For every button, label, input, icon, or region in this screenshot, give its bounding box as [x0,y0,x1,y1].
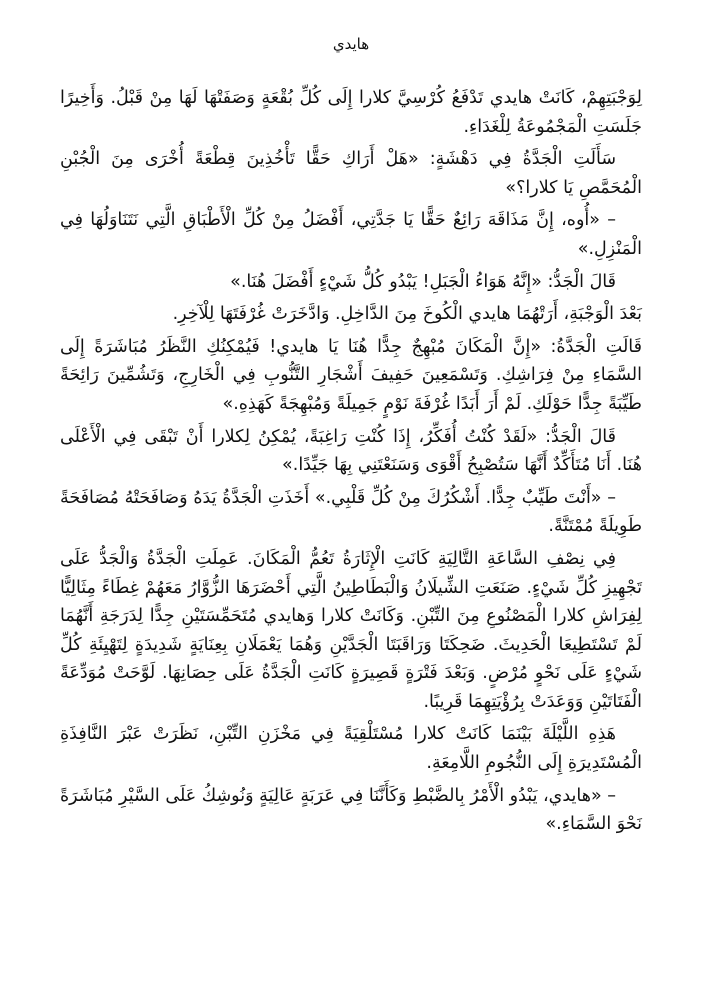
paragraph: قَالَ الْجَدُّ: «لَقَدْ كُنْتُ أُفَكِّرُ، إِذَا كُنْتِ رَاغِبَةً، يُمْكِنُ لِكلارا أَنْ تَبْقَى فِي الْأَعْلَى هُنَا. أَنَا مُتَأَكِّدٌ أَنَّهَا سَتُصْبِحُ أَقْوَى وَسَنَعْتَنِي بِهَا جَيِّدًا.» [60,426,642,476]
paragraph: قَالَتِ الْجَدَّةُ: «إِنَّ الْمَكَانَ مُبْهِجٌ جِدًّا هُنَا يَا هايدي! فَيُمْكِنُكِ النَّظَرُ مُبَاشَرَةً إِلَى السَّمَاءِ مِنْ فِرَاشِكِ. وَتَسْمَعِينَ حَفِيفَ أَشْجَارِ التَّنُّوبِ فِي الْخَارِجِ، وَتَشُمِّينَ رَائِحَةً طَيِّبَةً جِدًّا حَوْلَكِ. لَمْ أَرَ أَبَدًا غُرْفَةَ نَوْمٍ جَمِيلَةً وَمُبْهِجَةً كَهَذِهِ.» [60,336,642,414]
paragraph: قَالَ الْجَدُّ: «إِنَّهُ هَوَاءُ الْجَبَلِ! يَبْدُو كُلُّ شَيْءٍ أَفْضَلَ هُنَا.» [230,271,616,292]
paragraph: بَعْدَ الْوَجْبَةِ، أَرَتْهُمَا هايدي الْكُوخَ مِنَ الدَّاخِلِ. وَادَّخَرَتْ غُرْفَتَهَا لِلْآخِرِ. [172,304,642,325]
paragraph: – «أَنْتَ طَيِّبٌ جِدًّا. أَشْكُرُكَ مِنْ كُلِّ قَلْبِي.» أَخَذَتِ الْجَدَّةُ يَدَهُ وَصَافَحَتْهُ مُصَافَحَةً طَوِيلَةً مُمْتَنَّةً. [60,487,642,537]
page-title: هايدي [332,35,370,53]
paragraph: سَأَلَتِ الْجَدَّةُ فِي دَهْشَةٍ: «هَلْ أَرَاكِ حَقًّا تَأْخُذِينَ قِطْعَةً أُخْرَى مِنَ الْجُبْنِ الْمُحَمَّصِ يَا كلارا؟» [60,149,642,198]
paragraph: – «أُوه، إِنَّ مَذَاقَهَ رَائِعٌ حَقًّا يَا جَدَّتِي، أَفْضَلُ مِنْ كُلِّ الْأَطْبَاقِ الَّتِي نَتَنَاوَلُهَا فِي الْمَنْزِلِ.» [60,210,642,259]
paragraph: لِوَجْبَتِهِمْ، كَانَتْ هايدي تَدْفَعُ كُرْسِيَّ كلارا إِلَى كُلِّ بُقْعَةٍ وَصَفَتْهَا لَهَا مِنْ قَبْلُ. وَأَخِيرًا جَلَسَتِ الْمَجْمُوعَةُ لِلْغَدَاءِ. [60,88,642,137]
story-text [60,84,642,843]
paragraph: فِي نِصْفِ السَّاعَةِ التَّالِيَةِ كَانَتِ الْإِثَارَةُ تَعُمُّ الْمَكَانَ. عَمِلَتِ الْجَدَّةُ وَالْجَدُّ عَلَى تَجْهِيزِ كُلِّ شَيْءٍ. صَنَعَتِ الشِّيلَانُ وَالْبَطَاطِينُ الَّتِي أَحْضَرَهَا الزُّوَّارُ مَعَهُمْ غِطَاءً مِثَالِيًّا لِفِرَاشِ كلارا الْمَصْنُوعِ مِنَ التِّبْنِ. وَكَانَتْ كلارا وَهايدي مُتَحَمِّسَتَيْنِ جِدًّا لِدَرَجَةِ أَنَّهُمَا لَمْ تَسْتَطِيعَا الْحَدِيثَ. ضَحِكَتَا وَرَاقَبَتَا الْجَدَّيْنِ وَهُمَا يَعْمَلَانِ بِعِنَايَةٍ شَدِيدَةٍ لِتَهْيِئَةِ كُلِّ شَيْءٍ عَلَى نَحْوٍ مُرْضٍ. وَبَعْدَ فَتْرَةٍ قَصِيرَةٍ كَانَتِ الْجَدَّةُ عَلَى حِصَانِهَا. لَوَّحَتْ مُوَدِّعَةً الْفَتَاتَيْنِ وَوَعَدَتْ بِرُؤْيَتِهِمَا قَرِيبًا. [60,548,642,712]
page-header [0,34,702,54]
paragraph: هَذِهِ اللَّيْلَةَ بَيْنَمَا كَانَتْ كلارا مُسْتَلْقِيَةً فِي مَخْزَنِ التِّبْنِ، نَظَرَتْ عَبْرَ النَّافِذَةِ الْمُسْتَدِيرَةِ إِلَى النُّجُومِ اللَّامِعَةِ. [60,724,642,774]
paragraph: – «هايدي، يَبْدُو الْأَمْرُ بِالضَّبْطِ وَكَأَنَّنَا فِي عَرَبَةٍ عَالِيَةٍ وَنُوشِكُ عَلَى السَّيْرِ مُبَاشَرَةً نَحْوَ السَّمَاءِ.» [60,785,642,835]
